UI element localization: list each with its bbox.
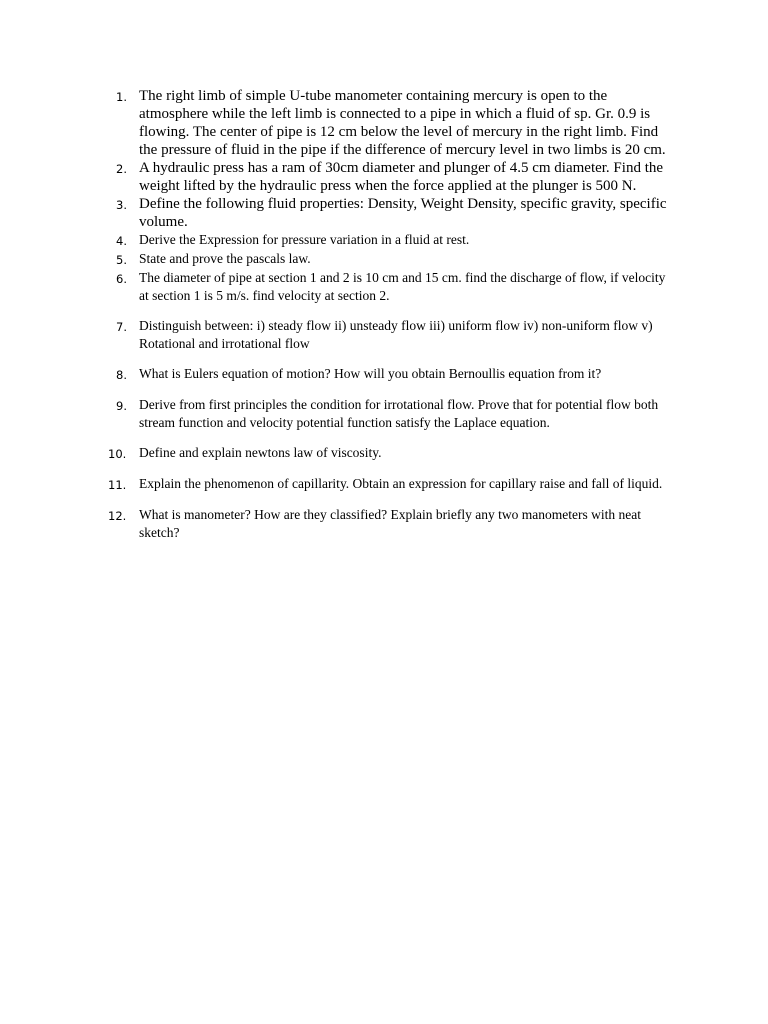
question-number: 4. [116,234,127,248]
question-number: 3. [116,198,127,212]
question-number: 8. [116,368,127,382]
question-text: A hydraulic press has a ram of 30cm diameter and plunger of 4.5 cm diameter. Find the weight lifted by the hydraulic press when the force applied at the plunger is 500 N. [139,160,664,194]
question-text: The right limb of simple U-tube manometer containing mercury is open to the atmosphere while the left limb is connected to a pipe in which a fluid of sp. Gr. 0.9 is flowing. The center of pipe is 12 cm below the level of mercury in the right limb. Find the pressure of fluid in the pipe if the difference of mercury level in two limbs is 20 cm. [139,88,666,158]
question-item [108,250,673,269]
question-text: Define and explain newtons law of viscosity. [139,445,382,460]
question-number: 10. [108,447,127,461]
question-item [108,231,673,250]
question-item [108,506,673,542]
question-text: Explain the phenomenon of capillarity. Obtain an expression for capillary raise and fall of liquid. [139,476,663,491]
question-number: 11. [108,478,127,492]
question-number: 7. [116,320,127,334]
question-number: 6. [116,272,127,286]
question-text: The diameter of pipe at section 1 and 2 is 10 cm and 15 cm. find the discharge of flow, if velocity at section 1 is 5 m/s. find velocity at section 2. [139,270,666,303]
question-item [108,159,673,195]
question-text: What is manometer? How are they classified? Explain briefly any two manometers with neat sketch? [139,507,641,540]
question-text: Define the following fluid properties: Density, Weight Density, specific gravity, specific volume. [139,196,667,230]
question-item [108,365,673,384]
question-item [108,317,673,353]
question-number: 5. [116,253,127,267]
question-list [108,87,673,542]
question-number: 12. [108,509,127,523]
question-item [108,475,673,494]
question-number: 1. [116,90,127,104]
question-text: Distinguish between: i) steady flow ii) unsteady flow iii) uniform flow iv) non-uniform flow v) Rotational and irrotational flow [139,318,653,351]
question-number: 9. [116,399,127,413]
question-text: What is Eulers equation of motion? How will you obtain Bernoullis equation from it? [139,366,602,381]
question-item [108,396,673,432]
question-item [108,269,673,305]
question-item [108,444,673,463]
question-text: State and prove the pascals law. [139,251,311,266]
question-text: Derive the Expression for pressure variation in a fluid at rest. [139,232,470,247]
question-item [108,195,673,231]
question-number: 2. [116,162,127,176]
question-text: Derive from first principles the condition for irrotational flow. Prove that for potential flow both stream function and velocity potential function satisfy the Laplace equation. [139,397,659,430]
question-item [108,87,673,159]
